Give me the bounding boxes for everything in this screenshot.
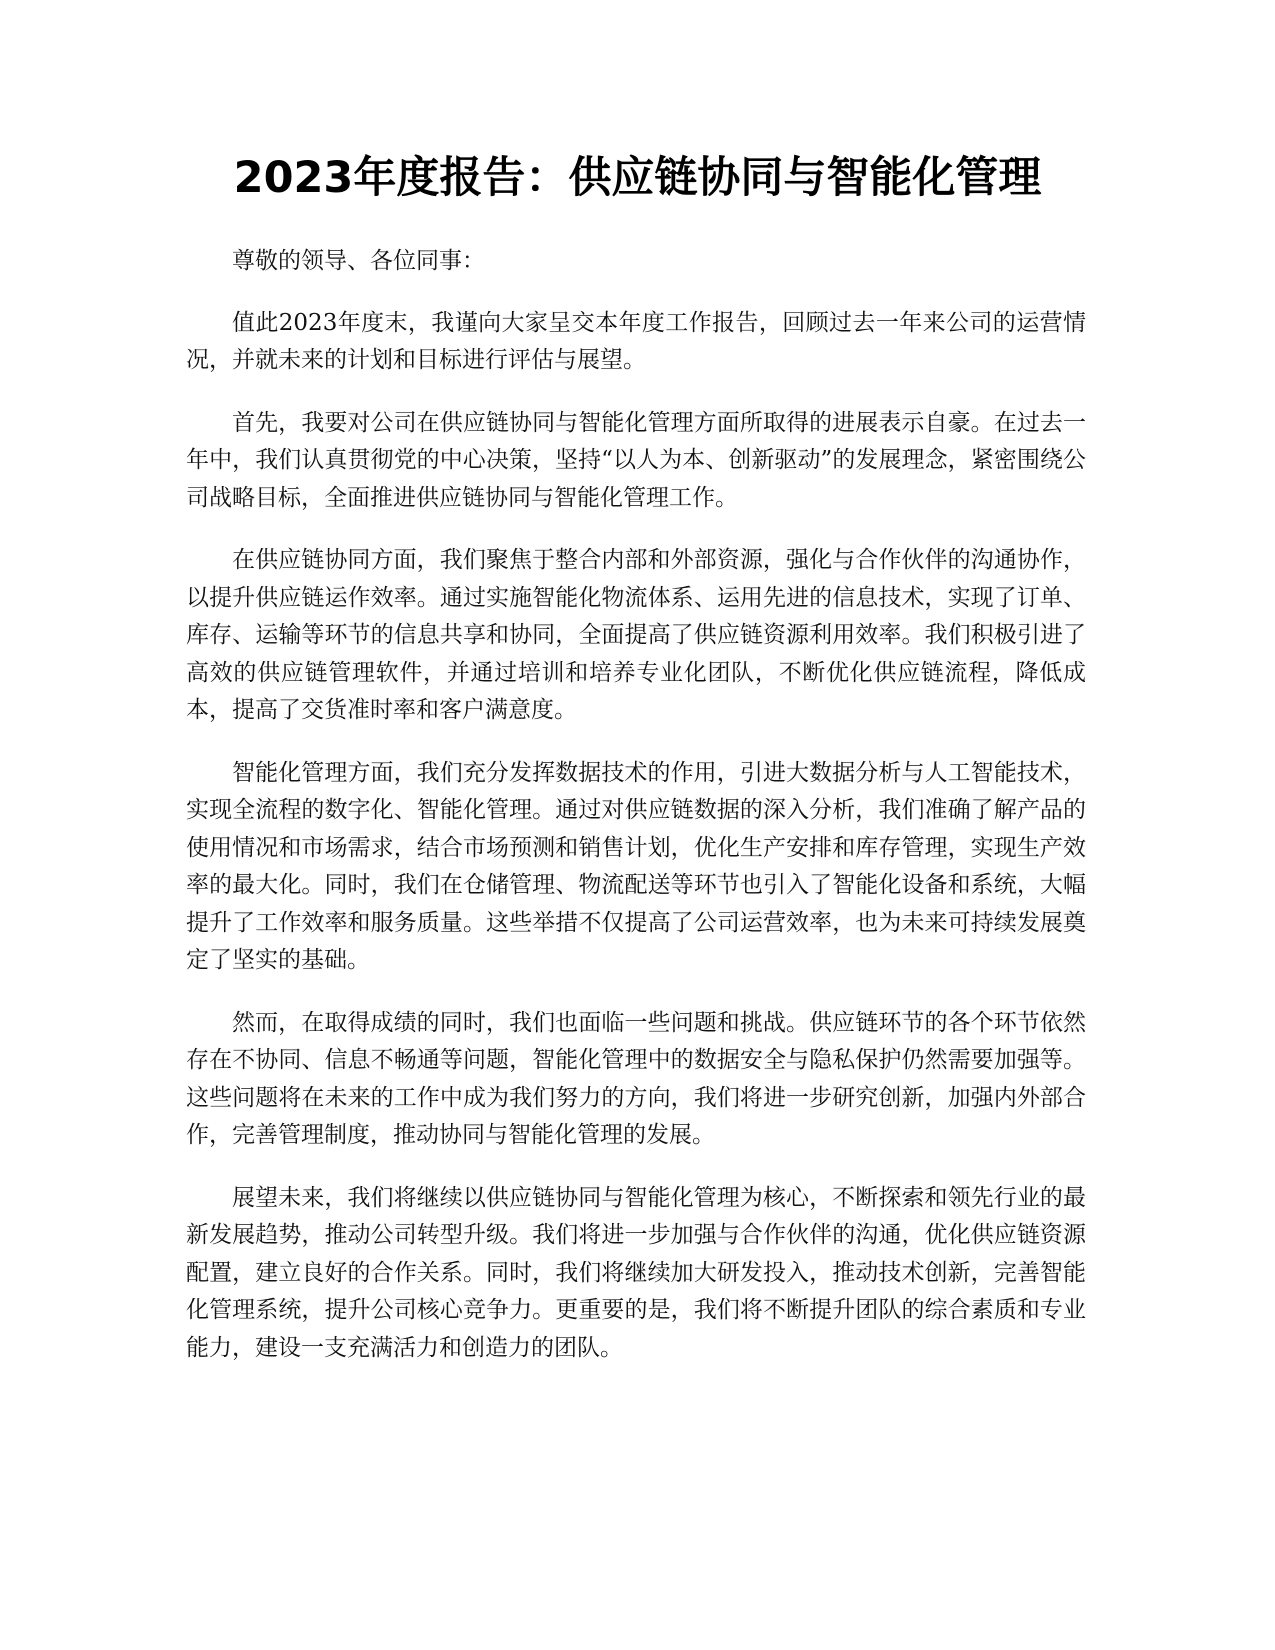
progress-paragraph: 首先，我要对公司在供应链协同与智能化管理方面所取得的进展表示自豪。在过去一年中，我们认真贯彻党的中心决策，坚持“以人为本、创新驱动”的发展理念，紧密围绕公司战略目标，全面推进供应链协同与智能化管理工作。: [186, 409, 1086, 511]
intro-paragraph: 值此2023年度末，我谨向大家呈交本年度工作报告，回顾过去一年来公司的运营情况，并就未来的计划和目标进行评估与展望。: [186, 309, 1086, 373]
document-body: [186, 243, 1086, 1392]
supply-chain-paragraph: 在供应链协同方面，我们聚焦于整合内部和外部资源，强化与合作伙伴的沟通协作，以提升供应链运作效率。通过实施智能化物流体系、运用先进的信息技术，实现了订单、库存、运输等环节的信息共享和协同，全面提高了供应链资源利用效率。我们积极引进了高效的供应链管理软件，并通过培训和培养专业化团队，不断优化供应链流程，降低成本，提高了交货准时率和客户满意度。: [186, 547, 1086, 723]
smart-management-paragraph: 智能化管理方面，我们充分发挥数据技术的作用，引进大数据分析与人工智能技术，实现全流程的数字化、智能化管理。通过对供应链数据的深入分析，我们准确了解产品的使用情况和市场需求，结合市场预测和销售计划，优化生产安排和库存管理，实现生产效率的最大化。同时，我们在仓储管理、物流配送等环节也引入了智能化设备和系统，大幅提升了工作效率和服务质量。这些举措不仅提高了公司运营效率，也为未来可持续发展奠定了坚实的基础。: [186, 759, 1086, 973]
challenges-paragraph: 然而，在取得成绩的同时，我们也面临一些问题和挑战。供应链环节的各个环节依然存在不协同、信息不畅通等问题，智能化管理中的数据安全与隐私保护仍然需要加强等。这些问题将在未来的工作中成为我们努力的方向，我们将进一步研究创新，加强内外部合作，完善管理制度，推动协同与智能化管理的发展。: [186, 1009, 1086, 1148]
salutation-paragraph: 尊敬的领导、各位同事：: [232, 248, 485, 274]
document-title: 2023年度报告：供应链协同与智能化管理: [233, 153, 1042, 203]
outlook-paragraph: 展望未来，我们将继续以供应链协同与智能化管理为核心，不断探索和领先行业的最新发展趋势，推动公司转型升级。我们将进一步加强与合作伙伴的沟通，优化供应链资源配置，建立良好的合作关系。同时，我们将继续加大研发投入，推动技术创新，完善智能化管理系统，提升公司核心竞争力。更重要的是，我们将不断提升团队的综合素质和专业能力，建设一支充满活力和创造力的团队。: [186, 1184, 1086, 1361]
